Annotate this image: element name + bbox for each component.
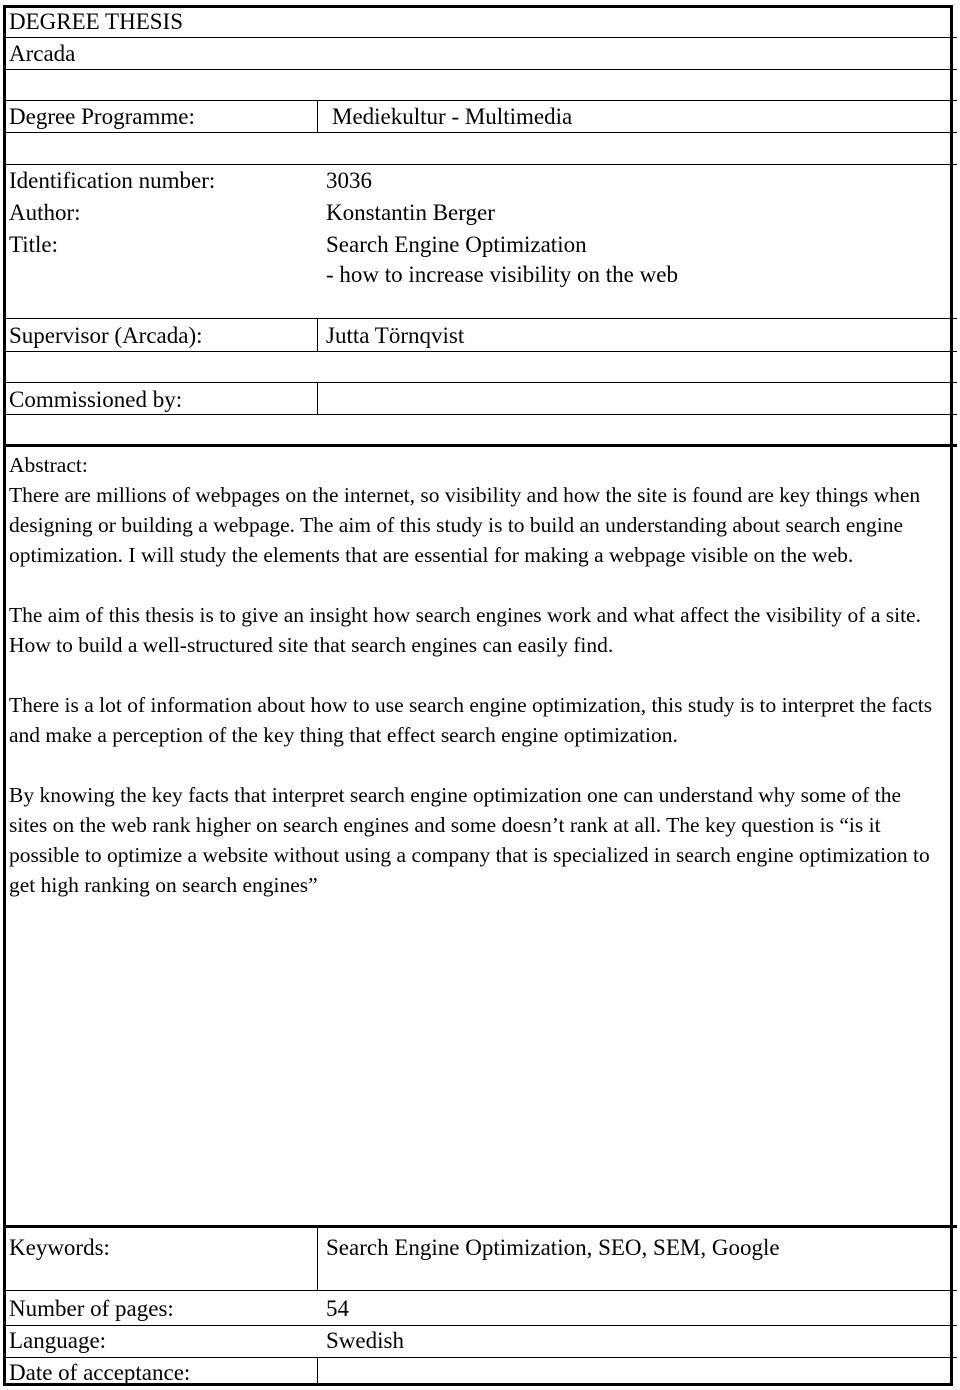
row-divider: [3, 351, 957, 352]
row-divider: [3, 37, 957, 38]
column-divider: [317, 100, 318, 133]
institution: Arcada: [9, 41, 76, 66]
column-divider: [317, 1357, 318, 1386]
keywords-value: Search Engine Optimization, SEO, SEM, Google: [326, 1235, 780, 1260]
abstract-paragraph: There is a lot of information about how to use search engine optimization, this study is to interpret the facts and make a perception of the key thing that effect search engine optimization.: [9, 693, 933, 747]
abstract-top-rule: [3, 444, 957, 447]
column-divider: [317, 382, 318, 415]
row-divider: [3, 100, 957, 101]
abstract-paragraph: The aim of this thesis is to give an insight how search engines work and what affect the visibility of a site. How to build a well-structured site that search engines can easily find.: [9, 603, 921, 657]
keywords-label: Keywords:: [9, 1235, 110, 1260]
identification-label: Identification number:: [9, 168, 216, 193]
row-divider: [3, 1325, 957, 1326]
row-divider: [3, 318, 957, 319]
author-value: Konstantin Berger: [326, 200, 495, 225]
row-divider: [3, 382, 957, 383]
abstract-bottom-rule: [3, 1225, 957, 1228]
author-label: Author:: [9, 200, 81, 225]
abstract-section: [9, 450, 944, 930]
column-divider: [317, 1228, 318, 1291]
doc-type: DEGREE THESIS: [9, 9, 183, 34]
title-value-line2: - how to increase visibility on the web: [326, 262, 678, 287]
abstract-label: Abstract:: [9, 453, 88, 477]
row-divider: [3, 69, 957, 70]
language-value: Swedish: [326, 1328, 404, 1353]
supervisor-value: Jutta Törnqvist: [326, 323, 465, 348]
pages-label: Number of pages:: [9, 1296, 174, 1321]
supervisor-label: Supervisor (Arcada):: [9, 323, 203, 348]
degree-programme-value: Mediekultur - Multimedia: [332, 104, 573, 129]
abstract-paragraph: There are millions of webpages on the internet, so visibility and how the site is found are key things when designing or building a webpage. The aim of this study is to build an understanding about search engine optimization. I will study the elements that are essential for making a webpage visible on the web.: [9, 483, 921, 567]
row-divider: [3, 1290, 957, 1291]
degree-programme-label: Degree Programme:: [9, 104, 195, 129]
acceptance-label: Date of acceptance:: [9, 1360, 191, 1385]
title-value-line1: Search Engine Optimization: [326, 232, 587, 257]
commissioned-label: Commissioned by:: [9, 387, 183, 412]
language-label: Language:: [9, 1328, 107, 1353]
abstract-paragraph: By knowing the key facts that interpret search engine optimization one can understand why some of the sites on the web rank higher on search engines and some doesn’t rank at all. The key question is “is it possible to optimize a website without using a company that is specialized in search engine optimization to get high ranking on search engines”: [9, 783, 930, 897]
column-divider: [317, 318, 318, 352]
row-divider: [3, 132, 957, 133]
identification-value: 3036: [326, 168, 372, 193]
title-label: Title:: [9, 232, 59, 257]
row-divider: [3, 164, 957, 165]
pages-value: 54: [326, 1296, 349, 1321]
